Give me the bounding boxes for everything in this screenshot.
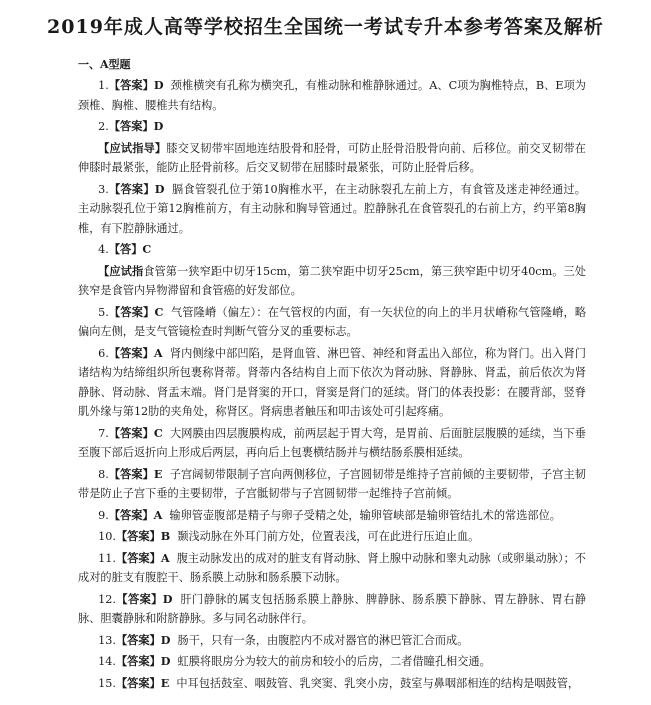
answer-item: 13.【答案】D 肠干，只有一条，由腹腔内不成对器官的淋巴管汇合而成。 [98,632,469,647]
answer-item: 8.【答案】E 子宫阔韧带限制子宫向两侧移位，子宫圆韧带是维持子宫前倾的主要韧带，子宫主韧带是防止子宫下垂的主要韧带，子宫骶韧带与子宫圆韧带一起维持子宫前倾。 [78,466,586,500]
answer-item: 7.【答案】C 大网膜由四层腹膜构成，前两层起于胃大弯，是胃前、后面脏层腹膜的延续，当下垂至腹下部后返折向上形成后两层，再向后上包裹横结肠并与横结肠系膜相延续。 [78,425,586,459]
guide-item: 【应试指导】膝交叉韧带牢固地连结股骨和胫骨，可防止胫骨沿股骨向前、后移位。前交叉韧带在伸膝时最紧张，能防止胫骨前移。后交叉韧带在屈膝时最紧张，可防止胫骨后移。 [78,140,586,174]
answer-item: 4.【答】C [98,242,152,256]
answer-item: 2.【答案】D [98,119,164,133]
answer-item: 10.【答案】B 颞浅动脉在外耳门前方处，位置表浅，可在此进行压迫止血。 [98,529,480,543]
answer-item: 3.【答案】D 膈食管裂孔位于第10胸椎水平，在主动脉裂孔左前上方，有食管及迷走神经通过。主动脉裂孔位于第12胸椎前方，有主动脉和胸导管通过。腔静脉孔在食管裂孔的右前上方，约平第8胸椎，有下腔静脉通过。 [78,181,586,235]
answer-item: 14.【答案】D 虹膜将眼房分为较大的前房和较小的后房，二者借瞳孔相交通。 [98,654,491,668]
answer-item: 6.【答案】A 肾内侧缘中部凹陷，是肾血管、淋巴管、神经和肾盂出入部位，称为肾门。出入肾门诸结构为结缔组织所包裹称肾蒂。肾蒂内各结构自上而下依次为肾动脉、肾静脉、肾盂，前后依次为肾静脉、肾动脉、肾盂末端。肾门是肾窦的开口，肾窦是肾门的延续。肾门的体表投影：在腰背部，竖脊肌外缘与第12肋的夹角处，称肾区。肾病患者触压和叩击该处可引起疼痛。 [78,345,586,418]
answer-list [78,76,586,695]
page-title: 2019年成人高等学校招生全国统一考试专升本参考答案及解析 [47,16,604,38]
guide-item: 【应试指食管第一狭窄距中切牙15cm，第二狭窄距中切牙25cm，第三狭窄距中切牙40cm。三处狭窄是食管内异物滞留和食管癌的好发部位。 [78,263,586,297]
answer-item: 12.【答案】D 肝门静脉的属支包括肠系膜上静脉、脾静脉、肠系膜下静脉、胃左静脉、胃右静脉、胆囊静脉和附脐静脉。多与同名动脉伴行。 [78,591,586,625]
answer-item: 5.【答案】C 气管隆嵴（偏左）：在气管杈的内面，有一矢状位的向上的半月状嵴称气管隆嵴，略偏向左侧，是支气管镜检查时判断气管分叉的重要标志。 [78,304,587,338]
answer-item: 9.【答案】A 输卵管壶腹部是精子与卵子受精之处，输卵管峡部是输卵管结扎术的常选部位。 [98,507,561,522]
answer-item: 11.【答案】A 腹主动脉发出的成对的脏支有肾动脉、肾上腺中动脉和睾丸动脉（或卵巢动脉）；不成对的脏支有腹腔干、肠系膜上动脉和肠系膜下动脉。 [78,550,586,584]
answer-item: 15.【答案】E 中耳包括鼓室、咽鼓管、乳突窦、乳突小房，鼓室与鼻咽部相连的结构是咽鼓管， [98,675,580,690]
answer-item: 1.【答案】D 颈椎横突有孔称为横突孔，有椎动脉和椎静脉通过。A、C项为胸椎特点，B、E项为颈椎、胸椎、腰椎共有结构。 [78,78,586,112]
section-heading: 一、A型题 [78,58,131,71]
